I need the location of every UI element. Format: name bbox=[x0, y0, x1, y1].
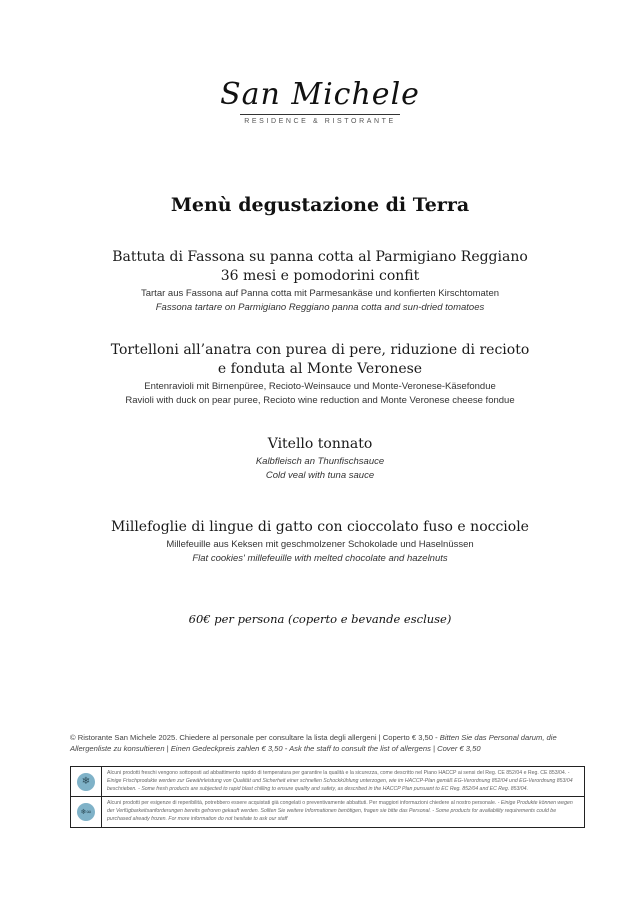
price-per-person: 60€ per persona (coperto e bevande escluse) bbox=[188, 612, 452, 626]
logo bbox=[0, 78, 640, 125]
course-name-line1: Tortelloni all’anatra con purea di pere, riduzione di recioto bbox=[110, 342, 530, 358]
snowflake-icon: ❄ bbox=[77, 773, 95, 791]
icon-cell bbox=[71, 767, 102, 797]
course-name-line2: e fonduta al Monte Veronese bbox=[217, 361, 423, 377]
course-name: Millefoglie di lingue di gatto con cioccolato fuso e nocciole bbox=[111, 519, 529, 535]
course-2 bbox=[0, 341, 640, 408]
icon-cell bbox=[71, 797, 102, 827]
allergen-cover-note bbox=[70, 733, 570, 754]
course-name: Vitello tonnato bbox=[267, 436, 373, 452]
frozen-icon: ❄∞ bbox=[77, 803, 95, 821]
haccp-text-translations: Einige Produkte können wegen der Verfügbarkeitsanforderungen bereits gefroren gekauft werden. Sollten Sie weitere Informationen benötigen, fragen sie bitte das Personal. - Some products for availability requirements could be purchased already frozen. For more information do not hesitate to ask our staff bbox=[107, 800, 573, 822]
logo-name: San Michele bbox=[220, 77, 420, 112]
course-name-line1: Battuta di Fassona su panna cotta al Parmigiano Reggiano bbox=[112, 249, 528, 265]
course-1 bbox=[0, 248, 640, 315]
haccp-text-it: Alcuni prodotti freschi vengono sottoposti ad abbattimento rapido di temperatura per garantire la qualità e la sicurezza, come descritto nel Piano HACCP ai sensi del Reg. CE 852/04 e Reg. CE 853/04. - bbox=[107, 770, 570, 776]
logo-subtitle: RESIDENCE & RISTORANTE bbox=[244, 118, 396, 125]
course-description-de: Tartar aus Fassona auf Panna cotta mit Parmesankäse und konfierten Kirschtomaten bbox=[140, 288, 500, 299]
haccp-text-it: Alcuni prodotti per esigenze di reperibilità, potrebbero essere acquistati già congelati o preventivamente abbattuti. Per maggiori informazioni chiedere al nostro personale. - bbox=[107, 800, 501, 807]
course-description-en: Cold veal with tuna sauce bbox=[265, 470, 375, 481]
course-description-de: Kalbfleisch an Thunfischsauce bbox=[255, 456, 385, 467]
course-name-line2: 36 mesi e pomodorini confit bbox=[220, 268, 420, 284]
course-description-en: Ravioli with duck on pear puree, Recioto wine reduction and Monte Veronese cheese fondue bbox=[125, 395, 515, 406]
haccp-text-translations: Einige Frischprodukte werden zur Gewährleistung von Qualität und Sicherheit einer schnellen Schockkühlung unterzogen, wie im HACCP-Plan gemäß EG-Verordnung 852/04 und EG-Verordnung 853/04 beschrieben. - Some fresh products are subjected to rapid blast chilling to ensure quality and safety, as described in the HACCP Plan pursuant to EC Reg. 852/04 and EC Reg. 853/04. bbox=[107, 777, 573, 792]
haccp-row-frozen bbox=[71, 797, 585, 827]
course-description-en: Flat cookies' millefeuille with melted chocolate and hazelnuts bbox=[192, 553, 448, 564]
course-4 bbox=[0, 518, 640, 566]
menu-title: Menù degustazione di Terra bbox=[170, 194, 470, 216]
course-description-de: Millefeuille aus Keksen mit geschmolzener Schokolade und Haselnüssen bbox=[166, 539, 474, 550]
course-description-en: Fassona tartare on Parmigiano Reggiano panna cotta and sun-dried tomatoes bbox=[155, 302, 485, 313]
course-description-de: Entenravioli mit Birnenpüree, Recioto-Weinsauce und Monte-Veronese-Käsefondue bbox=[144, 381, 496, 392]
logo-divider bbox=[240, 114, 400, 115]
haccp-table bbox=[70, 766, 585, 828]
haccp-text bbox=[102, 797, 585, 827]
haccp-row-blast-chill bbox=[71, 767, 585, 797]
haccp-text bbox=[102, 767, 585, 797]
note-italian: © Ristorante San Michele 2025. Chiedere al personale per consultare la lista degli allergeni | Coperto € 3,50 - bbox=[70, 733, 440, 742]
course-3 bbox=[0, 435, 640, 483]
note-translations: Bitten Sie das Personal darum, die Allergenliste zu konsultieren | Einen Gedeckpreis zahlen € 3,50 - Ask the staff to consult the list of allergens | Cover € 3,50 bbox=[70, 733, 557, 753]
